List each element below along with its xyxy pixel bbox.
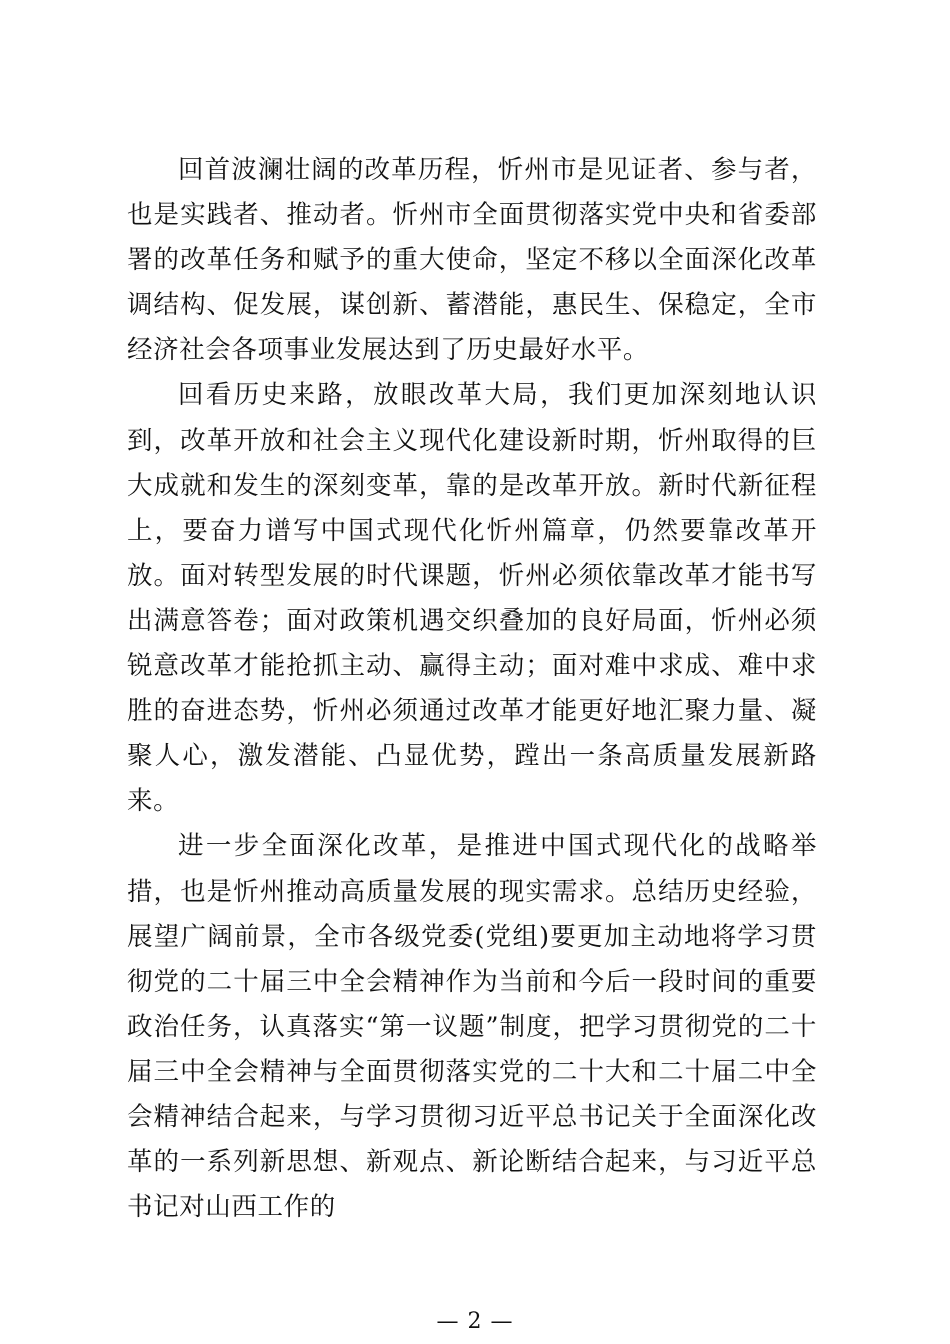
page-number: — 2 —	[436, 1309, 514, 1334]
paragraph-3: 进一步全面深化改革，是推进中国式现代化的战略举措，也是忻州推动高质量发展的现实需求。总结历史经验，展望广阔前景，全市各级党委(党组)要更加主动地将学习贯彻党的二十届三中全会精神作为当前和今后一段时间的重要政治任务，认真落实“第一议题”制度，把学习贯彻党的二十届三中全会精神与全面贯彻落实党的二十大和二十届二中全会精神结合起来，与学习贯彻习近平总书记关于全面深化改革的一系列新思想、新观点、新论断结合起来，与习近平总书记对山西工作的	[127, 831, 817, 1223]
body-text	[127, 148, 817, 1230]
paragraph-1: 回首波澜壮阔的改革历程，忻州市是见证者、参与者，也是实践者、推动者。忻州市全面贯彻落实党中央和省委部署的改革任务和赋予的重大使命，坚定不移以全面深化改革调结构、促发展，谋创新、蓄潜能，惠民生、保稳定，全市经济社会各项事业发展达到了历史最好水平。	[127, 155, 817, 366]
paragraph-2: 回看历史来路，放眼改革大局，我们更加深刻地认识到，改革开放和社会主义现代化建设新时期，忻州取得的巨大成就和发生的深刻变革，靠的是改革开放。新时代新征程上，要奋力谱写中国式现代化忻州篇章，仍然要靠改革开放。面对转型发展的时代课题，忻州必须依靠改革才能书写出满意答卷；面对政策机遇交织叠加的良好局面，忻州必须锐意改革才能抢抓主动、赢得主动；面对难中求成、难中求胜的奋进态势，忻州必须通过改革才能更好地汇聚力量、凝聚人心，激发潜能、凸显优势，蹚出一条高质量发展新路来。	[127, 380, 817, 817]
